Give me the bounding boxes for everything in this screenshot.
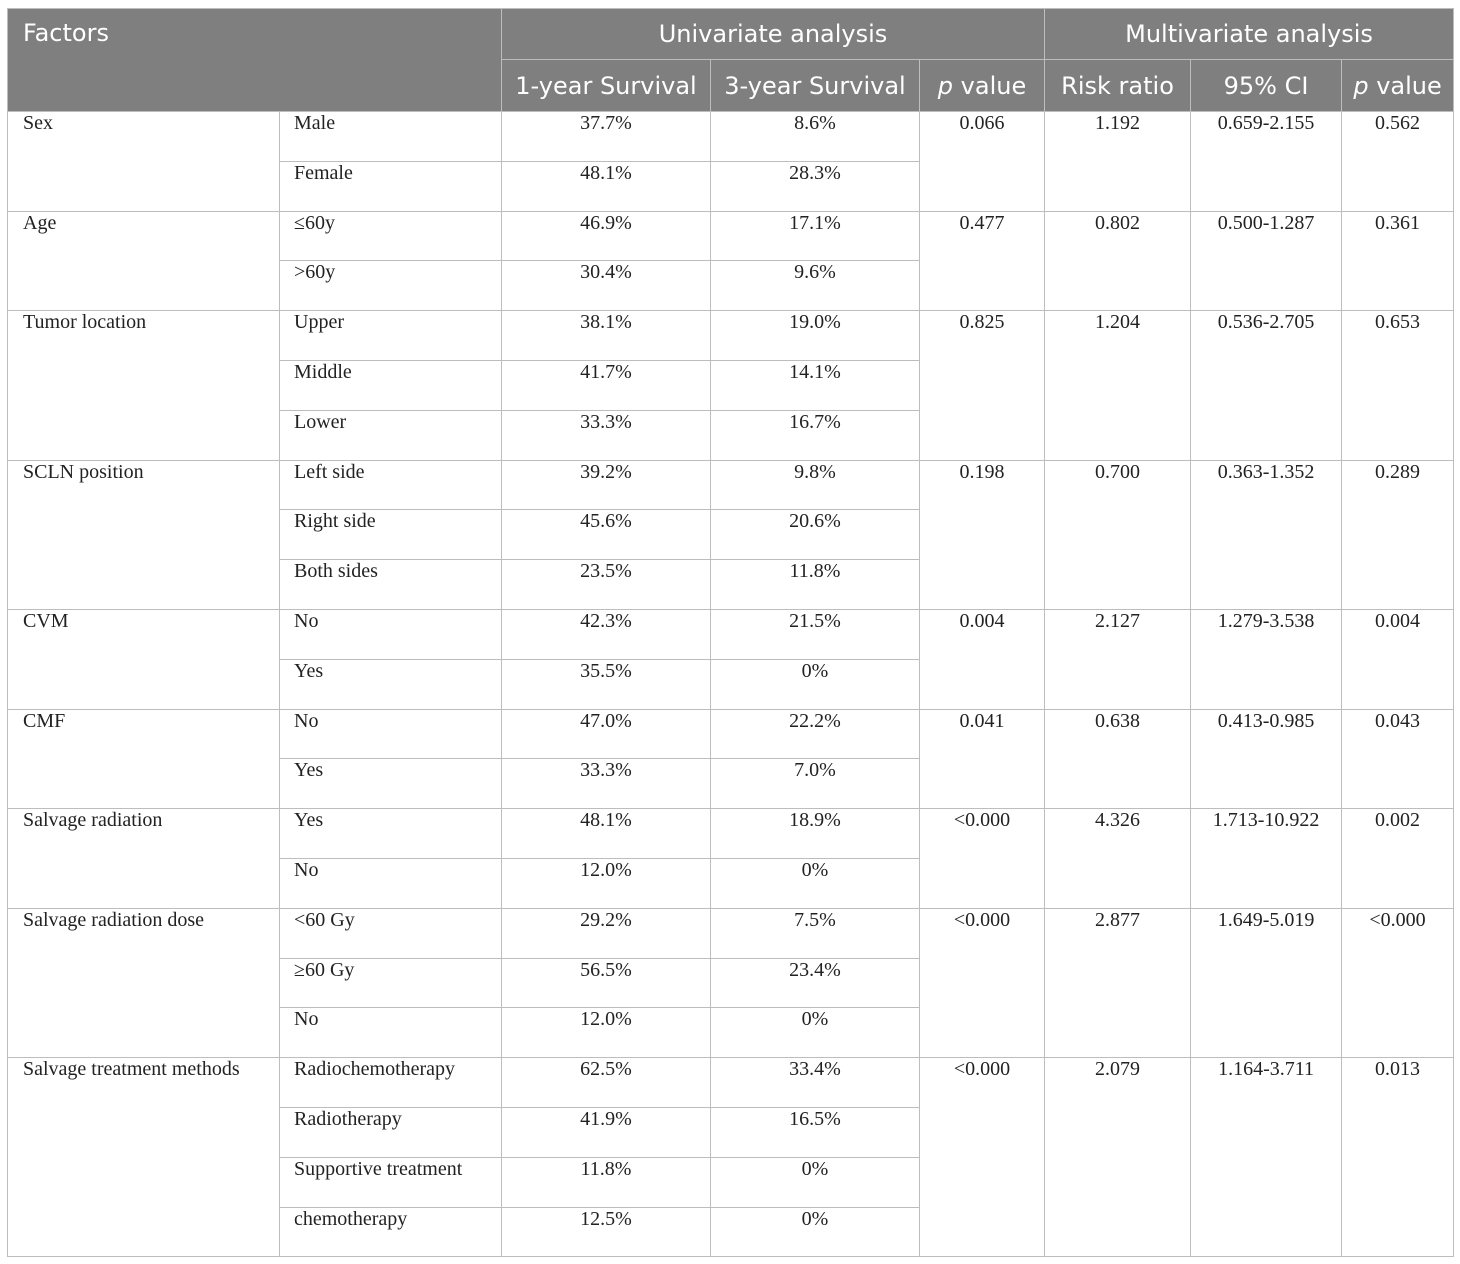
ci-cell: 0.363-1.352 [1191,460,1342,609]
p-value-word: value [1368,71,1442,100]
table-row [8,460,1454,510]
one-year-survival-cell: 39.2% [502,460,711,510]
univariate-p-value-cell: <0.000 [920,809,1045,909]
level-cell: No [280,858,502,908]
risk-ratio-cell: 0.802 [1045,211,1191,311]
factor-cell: CMF [8,709,280,809]
risk-ratio-cell: 4.326 [1045,809,1191,909]
ci-cell: 1.713-10.922 [1191,809,1342,909]
one-year-survival-cell: 33.3% [502,410,711,460]
one-year-survival-cell: 38.1% [502,311,711,361]
level-cell: Left side [280,460,502,510]
one-year-survival-cell: 45.6% [502,510,711,560]
one-year-survival-cell: 56.5% [502,958,711,1008]
three-year-survival-cell: 20.6% [711,510,920,560]
multivariate-p-value-cell: 0.653 [1342,311,1454,460]
level-cell: >60y [280,261,502,311]
factor-cell: Salvage radiation dose [8,908,280,1057]
table-row [8,211,1454,261]
ci-cell: 0.659-2.155 [1191,112,1342,212]
three-year-survival-cell: 28.3% [711,161,920,211]
univariate-p-value-cell: 0.041 [920,709,1045,809]
univariate-p-value-cell: <0.000 [920,1058,1045,1257]
one-year-survival-cell: 35.5% [502,659,711,709]
univariate-p-value-cell: <0.000 [920,908,1045,1057]
ci-cell: 1.279-3.538 [1191,609,1342,709]
one-year-survival-cell: 12.0% [502,858,711,908]
univariate-p-value-cell: 0.004 [920,609,1045,709]
multivariate-p-value-cell: 0.361 [1342,211,1454,311]
three-year-survival-header: 3-year Survival [711,60,920,112]
p-value-word: value [953,71,1027,100]
one-year-survival-cell: 42.3% [502,609,711,659]
univariate-p-value-cell: 0.825 [920,311,1045,460]
three-year-survival-cell: 16.5% [711,1107,920,1157]
one-year-survival-cell: 23.5% [502,560,711,610]
multivariate-p-value-header [1342,60,1454,112]
three-year-survival-cell: 7.0% [711,759,920,809]
factor-cell: Salvage radiation [8,809,280,909]
one-year-survival-cell: 37.7% [502,112,711,162]
risk-ratio-cell: 0.638 [1045,709,1191,809]
one-year-survival-header: 1-year Survival [502,60,711,112]
table-row [8,1058,1454,1108]
level-cell: Yes [280,759,502,809]
one-year-survival-cell: 62.5% [502,1058,711,1108]
three-year-survival-cell: 0% [711,1207,920,1257]
ci-cell: 0.413-0.985 [1191,709,1342,809]
level-cell: Yes [280,659,502,709]
multivariate-header: Multivariate analysis [1045,9,1454,60]
table-body [8,112,1454,1257]
three-year-survival-cell: 22.2% [711,709,920,759]
multivariate-p-value-cell: <0.000 [1342,908,1454,1057]
three-year-survival-cell: 9.6% [711,261,920,311]
one-year-survival-cell: 48.1% [502,809,711,859]
risk-ratio-cell: 1.204 [1045,311,1191,460]
risk-ratio-cell: 2.127 [1045,609,1191,709]
three-year-survival-cell: 19.0% [711,311,920,361]
level-cell: Right side [280,510,502,560]
level-cell: chemotherapy [280,1207,502,1257]
multivariate-p-value-cell: 0.013 [1342,1058,1454,1257]
ci-cell: 1.164-3.711 [1191,1058,1342,1257]
table-row [8,908,1454,958]
table-header [8,9,1454,112]
three-year-survival-cell: 7.5% [711,908,920,958]
one-year-survival-cell: 46.9% [502,211,711,261]
three-year-survival-cell: 17.1% [711,211,920,261]
one-year-survival-cell: 33.3% [502,759,711,809]
ci-cell: 0.500-1.287 [1191,211,1342,311]
three-year-survival-cell: 16.7% [711,410,920,460]
univariate-p-value-cell: 0.477 [920,211,1045,311]
multivariate-p-value-cell: 0.002 [1342,809,1454,909]
factor-cell: Salvage treatment methods [8,1058,280,1257]
p-symbol: p [1353,71,1369,100]
one-year-survival-cell: 11.8% [502,1157,711,1207]
level-cell: Male [280,112,502,162]
risk-ratio-cell: 2.079 [1045,1058,1191,1257]
risk-ratio-header: Risk ratio [1045,60,1191,112]
three-year-survival-cell: 23.4% [711,958,920,1008]
level-cell: ≤60y [280,211,502,261]
one-year-survival-cell: 48.1% [502,161,711,211]
three-year-survival-cell: 0% [711,1157,920,1207]
one-year-survival-cell: 41.7% [502,360,711,410]
ci-header: 95% CI [1191,60,1342,112]
factor-cell: Age [8,211,280,311]
univariate-p-value-header [920,60,1045,112]
three-year-survival-cell: 11.8% [711,560,920,610]
univariate-header: Univariate analysis [502,9,1045,60]
table-row [8,112,1454,162]
one-year-survival-cell: 29.2% [502,908,711,958]
level-cell: Upper [280,311,502,361]
level-cell: No [280,1008,502,1058]
ci-cell: 0.536-2.705 [1191,311,1342,460]
risk-ratio-cell: 0.700 [1045,460,1191,609]
factor-cell: CVM [8,609,280,709]
level-cell: Supportive treatment [280,1157,502,1207]
level-cell: Both sides [280,560,502,610]
factor-cell: Tumor location [8,311,280,460]
one-year-survival-cell: 30.4% [502,261,711,311]
level-cell: Yes [280,809,502,859]
three-year-survival-cell: 9.8% [711,460,920,510]
three-year-survival-cell: 0% [711,858,920,908]
level-cell: Middle [280,360,502,410]
factor-cell: SCLN position [8,460,280,609]
ci-cell: 1.649-5.019 [1191,908,1342,1057]
level-cell: Female [280,161,502,211]
risk-ratio-cell: 1.192 [1045,112,1191,212]
three-year-survival-cell: 0% [711,1008,920,1058]
factors-header: Factors [8,9,502,112]
factor-cell: Sex [8,112,280,212]
univariate-p-value-cell: 0.066 [920,112,1045,212]
level-cell: Radiochemotherapy [280,1058,502,1108]
multivariate-p-value-cell: 0.043 [1342,709,1454,809]
one-year-survival-cell: 41.9% [502,1107,711,1157]
level-cell: Lower [280,410,502,460]
three-year-survival-cell: 18.9% [711,809,920,859]
p-symbol: p [937,71,954,100]
level-cell: No [280,609,502,659]
survival-analysis-table [7,8,1454,1257]
one-year-survival-cell: 12.5% [502,1207,711,1257]
risk-ratio-cell: 2.877 [1045,908,1191,1057]
level-cell: ≥60 Gy [280,958,502,1008]
multivariate-p-value-cell: 0.004 [1342,609,1454,709]
table-row [8,609,1454,659]
univariate-p-value-cell: 0.198 [920,460,1045,609]
three-year-survival-cell: 33.4% [711,1058,920,1108]
multivariate-p-value-cell: 0.562 [1342,112,1454,212]
three-year-survival-cell: 14.1% [711,360,920,410]
table-row [8,709,1454,759]
three-year-survival-cell: 0% [711,659,920,709]
level-cell: Radiotherapy [280,1107,502,1157]
three-year-survival-cell: 8.6% [711,112,920,162]
three-year-survival-cell: 21.5% [711,609,920,659]
multivariate-p-value-cell: 0.289 [1342,460,1454,609]
level-cell: <60 Gy [280,908,502,958]
table-row [8,809,1454,859]
one-year-survival-cell: 12.0% [502,1008,711,1058]
table-row [8,311,1454,361]
one-year-survival-cell: 47.0% [502,709,711,759]
level-cell: No [280,709,502,759]
